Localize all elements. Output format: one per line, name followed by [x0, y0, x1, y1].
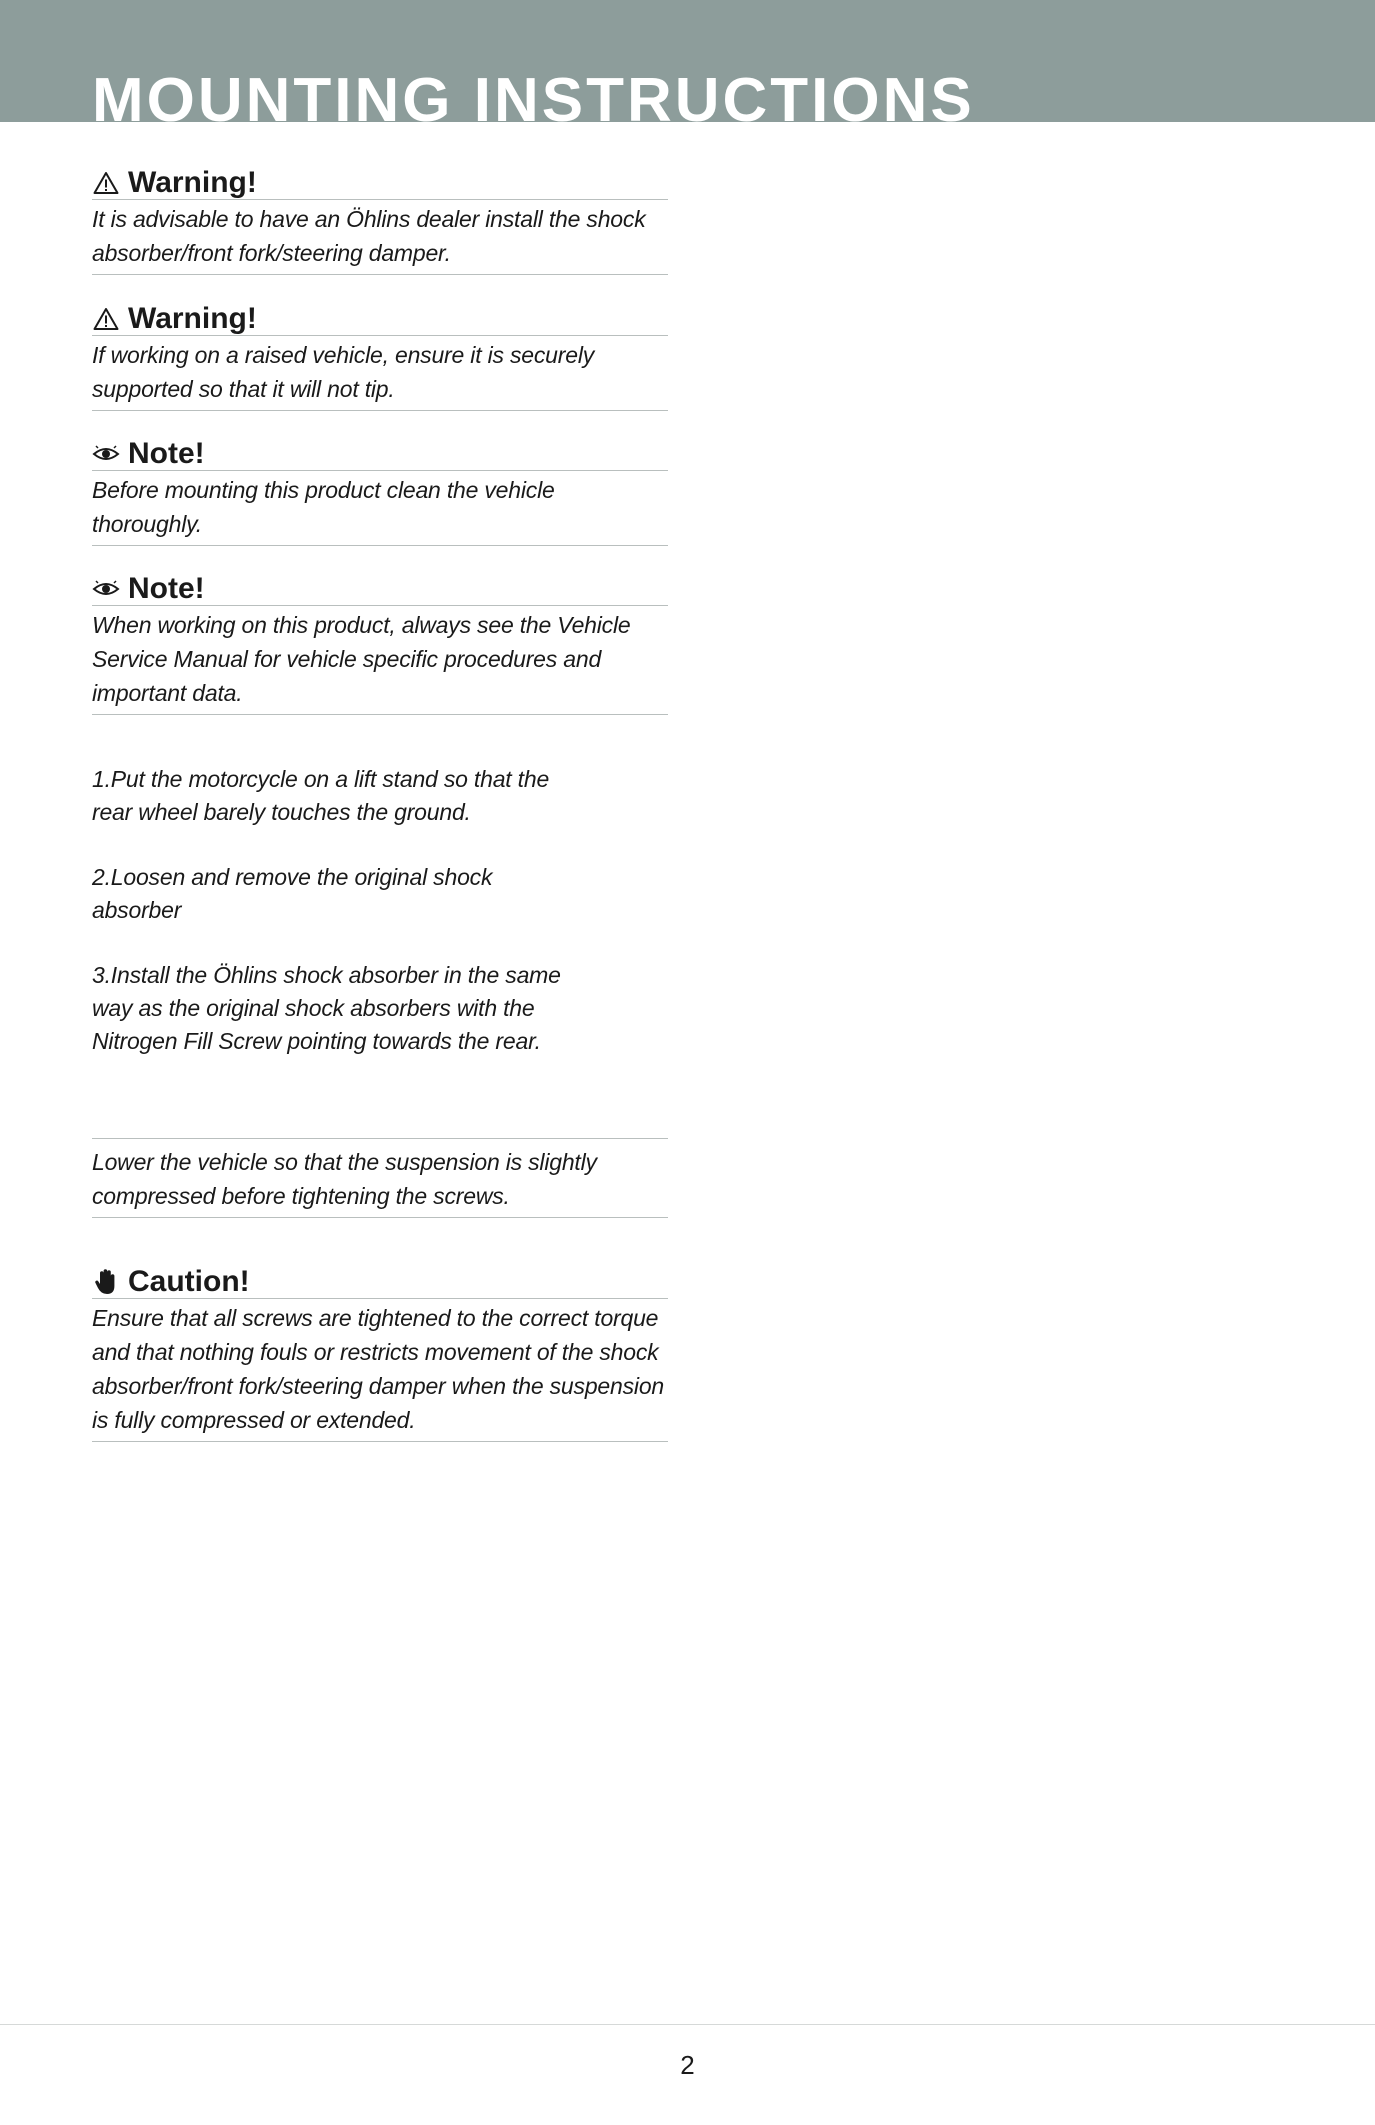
eye-icon: [92, 576, 120, 602]
note-box-2: [92, 572, 668, 715]
page-number: 2: [680, 2050, 695, 2080]
step-1: 1.Put the motorcycle on a lift stand so that the rear wheel barely touches the ground.: [92, 766, 550, 825]
warning-heading-2: [92, 302, 668, 336]
note-text-2: When working on this product, always see the Vehicle Service Manual for vehicle specific procedures and important data.: [92, 606, 668, 715]
caution-box: [92, 1265, 668, 1442]
caution-heading: [92, 1265, 668, 1299]
warning-box-2: [92, 302, 668, 411]
warning-text-2: If working on a raised vehicle, ensure it is securely supported so that it will not tip.: [92, 336, 668, 411]
step-2: 2.Loosen and remove the original shock absorber: [92, 864, 493, 923]
warning-triangle-icon: [92, 306, 120, 332]
note-title-1: Note!: [128, 436, 205, 470]
warning-title-1: Warning!: [128, 165, 257, 199]
hand-stop-icon: [92, 1269, 120, 1295]
note-heading-1: [92, 437, 668, 471]
warning-triangle-icon: [92, 170, 120, 196]
footer-divider: [0, 2024, 1375, 2025]
lower-vehicle-text: Lower the vehicle so that the suspension is slightly compressed before tightening the screws.: [92, 1138, 668, 1218]
header-band: [0, 0, 1375, 122]
steps-list: [92, 763, 612, 1090]
lower-vehicle-note: [92, 1138, 668, 1218]
eye-icon: [92, 441, 120, 467]
warning-title-2: Warning!: [128, 301, 257, 335]
step-3: 3.Install the Öhlins shock absorber in the same way as the original shock absorbers with the Nitrogen Fill Screw pointing towards the rear.: [92, 962, 561, 1054]
note-title-2: Note!: [128, 571, 205, 605]
note-text-1: Before mounting this product clean the vehicle thoroughly.: [92, 471, 668, 546]
warning-box-1: [92, 166, 668, 275]
note-heading-2: [92, 572, 668, 606]
note-box-1: [92, 437, 668, 546]
warning-heading-1: [92, 166, 668, 200]
warning-text-1: It is advisable to have an Öhlins dealer install the shock absorber/front fork/steering damper.: [92, 200, 668, 275]
caution-text: Ensure that all screws are tightened to the correct torque and that nothing fouls or restricts movement of the shock absorber/front fork/steering damper when the suspension is fully compressed or extended.: [92, 1299, 668, 1442]
caution-title: Caution!: [128, 1264, 250, 1298]
page-title: MOUNTING INSTRUCTIONS: [92, 66, 975, 122]
